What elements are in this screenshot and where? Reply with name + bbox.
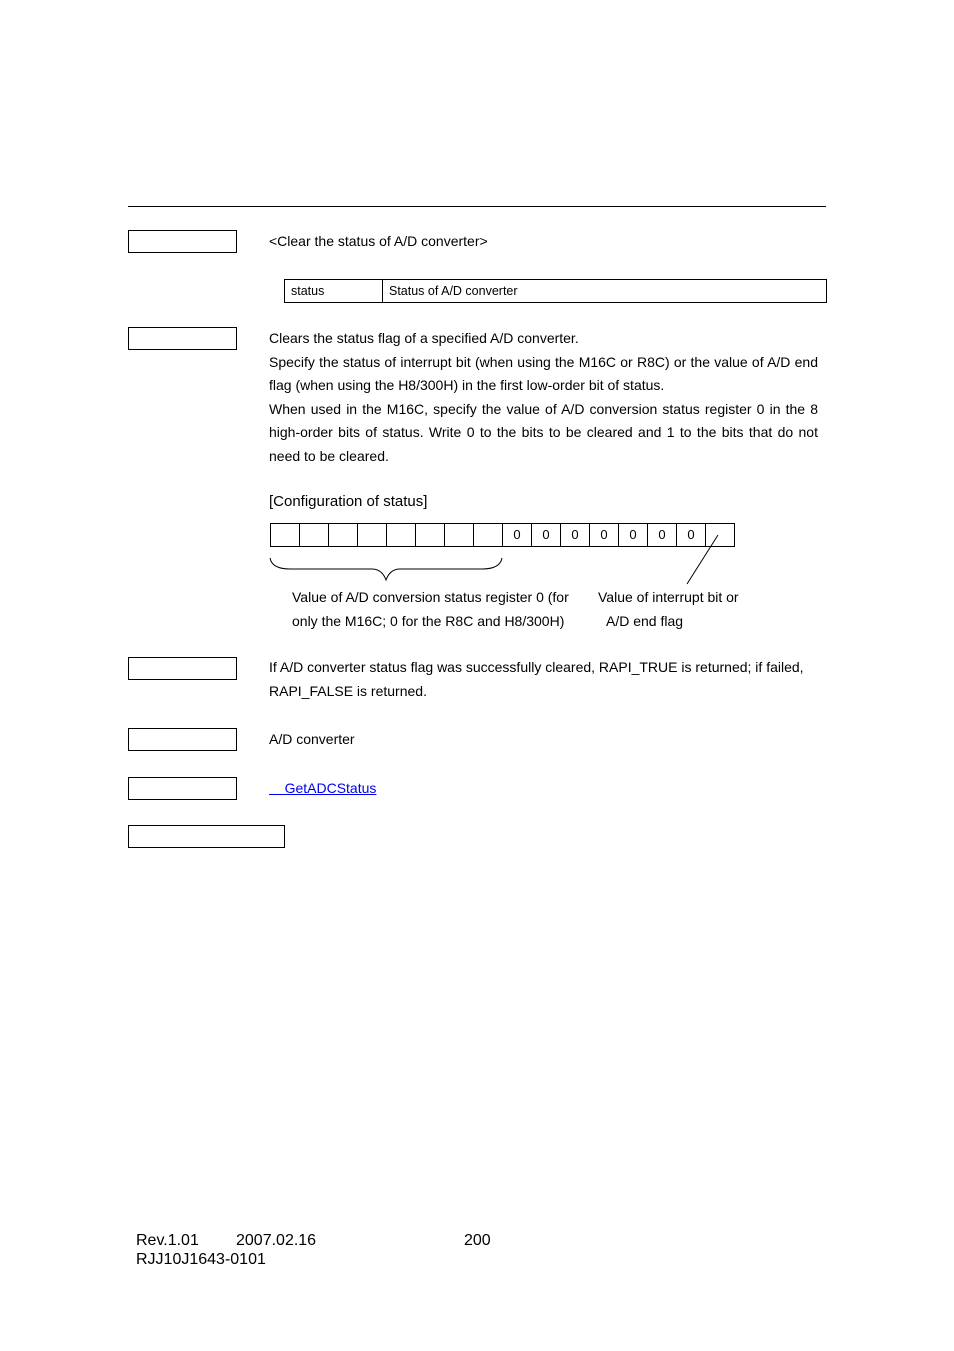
reference-link-getadcstatus[interactable]: __GetADCStatus	[269, 780, 377, 796]
bit-cell: 0	[503, 524, 532, 546]
section-label-box-example	[128, 825, 285, 848]
brace-shape	[270, 558, 502, 580]
bit-cell: 0	[590, 524, 619, 546]
footer-document-id: RJJ10J1643-0101	[136, 1251, 266, 1268]
section-label-box-reference	[128, 777, 237, 800]
bit-cell: 0	[677, 524, 706, 546]
reference-line	[269, 777, 376, 801]
bit-cell: 0	[619, 524, 648, 546]
param-description: Status of A/D converter	[383, 280, 827, 303]
page-number: 200	[464, 1232, 491, 1249]
function-summary: <Clear the status of A/D converter>	[269, 233, 488, 249]
note-high-bits: Value of A/D conversion status register 0 (for only the M16C; 0 for the R8C and H8/300H)	[292, 589, 569, 629]
footer-date: 2007.02.16	[236, 1232, 317, 1249]
bit-cell: 0	[532, 524, 561, 546]
description-paragraph: Clears the status flag of a specified A/D converter.	[269, 330, 579, 346]
bit-cell: 0	[561, 524, 590, 546]
category-value: A/D converter	[269, 731, 355, 747]
note-low-bit: Value of interrupt bit or A/D end flag	[598, 589, 739, 629]
description-paragraph: Specify the status of interrupt bit (when using the M16C or R8C) or the value of A/D end flag (when using the H8/300H) in the first low-order bit of status.	[269, 353, 818, 394]
footer-revision: Rev.1.01	[136, 1232, 199, 1249]
return-value-block: If A/D converter status flag was successfully cleared, RAPI_TRUE is returned; if failed, RAPI_FALSE is returned.	[269, 659, 804, 699]
description-paragraph: When used in the M16C, specify the value of A/D conversion status register 0 in the 8 high-order bits of status. Write 0 to the bits to be cleared and 1 to the bits that do not need to be cleared.	[269, 400, 818, 464]
config-title: [Configuration of status]	[269, 493, 428, 510]
pointer-line	[687, 535, 718, 584]
section-label-box-category	[128, 728, 237, 751]
param-name: status	[285, 280, 383, 303]
bit-cell: 0	[648, 524, 677, 546]
section-label-box-return	[128, 657, 237, 680]
